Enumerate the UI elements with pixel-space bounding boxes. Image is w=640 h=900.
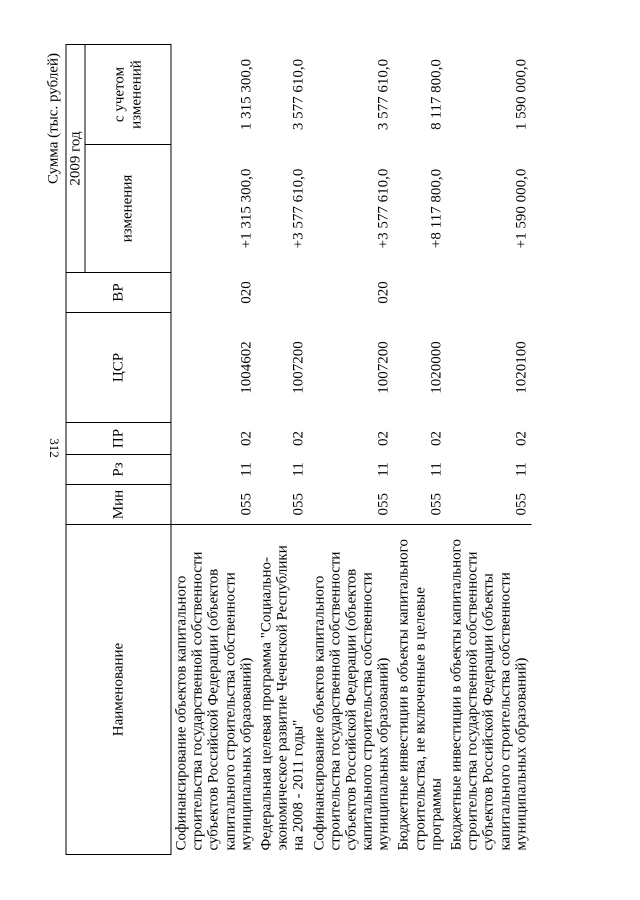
header-min: Мин (66, 485, 171, 525)
row-name: Бюджетные инвестиции в объекты капитального строительства государственной собственности субъектов Российской Федерации (объекты капитального строительства собственности муниципальных образований) (447, 525, 532, 855)
row-vr (394, 273, 447, 313)
row-total: 8 117 800,0 (428, 59, 445, 130)
row-min: 055 (428, 493, 445, 516)
row-vr: 020 (375, 281, 392, 304)
row-min: 055 (171, 485, 256, 525)
row-min: 055 (290, 493, 307, 516)
row-change: +3 577 610,0 (290, 168, 307, 249)
row-name: Федеральная целевая программа "Социально-экономическое развитие Чеченской Республики на 2008 - 2011 годы" (256, 525, 309, 855)
row-rz: 11 (290, 462, 307, 477)
page-number: 312 (46, 438, 62, 458)
header-rz: Рз (66, 455, 171, 485)
table-header-row (66, 44, 85, 854)
budget-table (66, 44, 532, 855)
table-row (447, 44, 532, 854)
row-rz: 11 (375, 462, 392, 477)
row-name: Софинансирование объектов капитального строительства государственной собственности субъектов Российской Федерации (объектов капитального строительства собственности муниципальных образований) (171, 525, 256, 855)
row-pr: 02 (290, 431, 307, 446)
header-total: с учетом изменений (85, 44, 171, 144)
row-rz: 11 (428, 462, 445, 477)
row-change: +8 117 800,0 (428, 168, 445, 249)
row-csr: 1004602 (171, 313, 256, 423)
row-total: 1 590 000,0 (513, 58, 530, 131)
row-total: 3 577 610,0 (290, 58, 307, 131)
row-change: +1 590 000,0 (513, 168, 530, 249)
row-rz: 11 (513, 462, 530, 477)
row-min: 055 (513, 493, 530, 516)
table-row (171, 44, 256, 854)
units-caption: Сумма (тыс. рублей) (45, 53, 62, 185)
row-total: 1 315 300,0 (171, 44, 256, 144)
row-name: Бюджетные инвестиции в объекты капитального строительства, не включенные в целевые программы (394, 525, 447, 855)
row-csr: 1007200 (375, 341, 392, 394)
row-csr: 1020100 (513, 341, 530, 394)
row-csr: 1007200 (290, 341, 307, 394)
row-csr: 1020000 (428, 341, 445, 394)
row-name: Софинансирование объектов капитального строительства государственной собственности субъектов Российской Федерации (объектов капитального строительства собственности муниципальных образований) (309, 525, 394, 855)
row-change: +3 577 610,0 (375, 168, 392, 249)
row-pr: 02 (375, 431, 392, 446)
rotated-page-content (45, 45, 593, 855)
table-row (256, 44, 309, 854)
row-min: 055 (375, 493, 392, 516)
header-pr: ПР (66, 423, 171, 455)
table-row (309, 44, 394, 854)
table-row (394, 44, 447, 854)
row-pr: 02 (513, 431, 530, 446)
row-vr: 020 (171, 273, 256, 313)
row-pr: 02 (428, 431, 445, 446)
row-total: 3 577 610,0 (375, 58, 392, 131)
header-name: Наименование (66, 525, 171, 855)
row-change: +1 315 300,0 (171, 145, 256, 273)
header-year: 2009 год (66, 44, 85, 272)
row-vr (447, 273, 532, 313)
header-change: изменения (85, 145, 171, 273)
header-csr: ЦСР (66, 313, 171, 423)
header-vr: ВР (66, 273, 171, 313)
row-pr: 02 (171, 423, 256, 455)
row-rz: 11 (171, 455, 256, 485)
row-vr (256, 273, 309, 313)
